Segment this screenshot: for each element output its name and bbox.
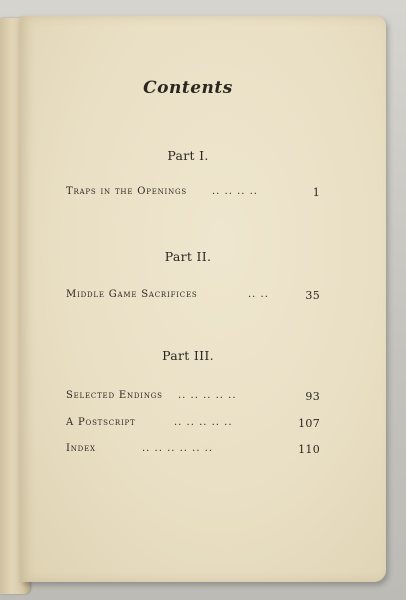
- toc-page-number: 107: [298, 417, 320, 430]
- toc-leader-dots: .. .. .. .. .. ..: [142, 443, 214, 454]
- book-page: [20, 16, 386, 582]
- toc-entry-label: Index: [66, 443, 96, 454]
- toc-leader-dots: .. .. .. .. ..: [174, 417, 233, 428]
- toc-entry-index: [66, 443, 320, 459]
- toc-page-number: 1: [312, 186, 320, 199]
- part-heading-1: Part I.: [167, 148, 209, 163]
- toc-page-number: 35: [305, 289, 320, 302]
- toc-entry-label: Selected Endings: [66, 390, 163, 401]
- toc-page-number: 110: [298, 443, 320, 456]
- contents-page: [20, 16, 386, 582]
- toc-entry-traps-in-the-openings: [66, 186, 320, 202]
- toc-leader-dots: .. .. .. .. ..: [178, 390, 237, 401]
- toc-entry-label: Traps in the Openings: [66, 186, 188, 197]
- part-heading-3: Part III.: [162, 348, 214, 363]
- toc-entry-selected-endings: [66, 390, 320, 406]
- part-heading-2: Part II.: [164, 249, 212, 264]
- toc-entry-a-postscript: [66, 417, 320, 433]
- toc-page-number: 93: [305, 390, 320, 403]
- toc-leader-dots: .. ..: [248, 289, 269, 300]
- toc-entry-middle-game-sacrifices: [66, 289, 320, 305]
- toc-entry-label: Middle Game Sacrifices: [66, 289, 198, 300]
- page-title: Contents: [143, 78, 233, 98]
- toc-entry-label: A Postscript: [66, 417, 136, 428]
- toc-leader-dots: .. .. .. ..: [212, 186, 258, 197]
